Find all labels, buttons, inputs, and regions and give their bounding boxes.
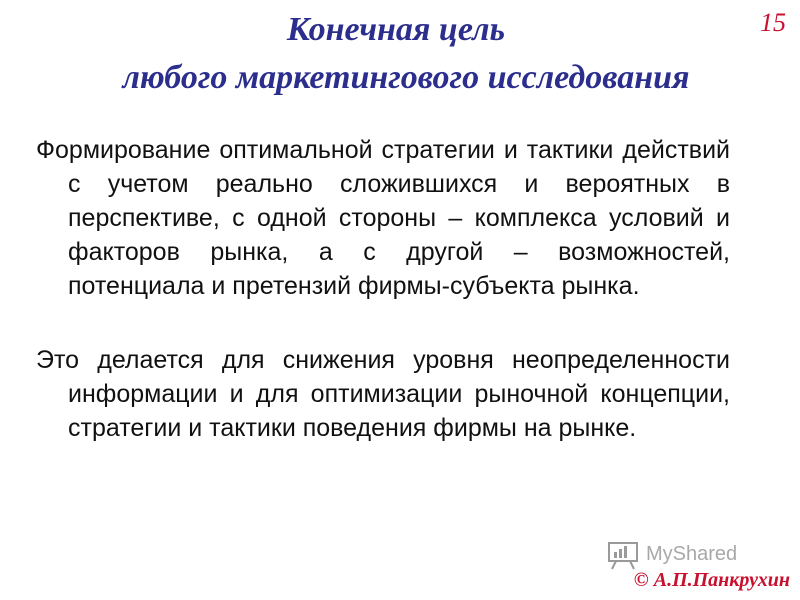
presentation-board-icon (606, 540, 640, 570)
paragraph-2-text: Это делается для снижения уровня неопределенности информации и для оптимизации рыночной концепции, стратегии и тактики поведения фирмы на рынке. (36, 346, 730, 442)
page-number: 15 (760, 8, 786, 37)
slide-title-line-2: любого маркетингового исследования (122, 59, 690, 96)
body-paragraph-2 (36, 343, 730, 445)
watermark-text: MyShared (646, 543, 738, 565)
body-paragraph-1 (36, 133, 730, 303)
paragraph-1-text: Формирование оптимальной стратегии и тактики действий с учетом реально сложившихся и вероятных в перспективе, с одной стороны – комплекса условий и факторов рынка, а с другой – возможностей, потенциала и претензий фирмы-субъекта рынка. (36, 136, 730, 300)
copyright: © А.П.Панкрухин (633, 569, 790, 591)
watermark (606, 540, 766, 570)
slide-title-line-1: Конечная цель (286, 11, 506, 48)
